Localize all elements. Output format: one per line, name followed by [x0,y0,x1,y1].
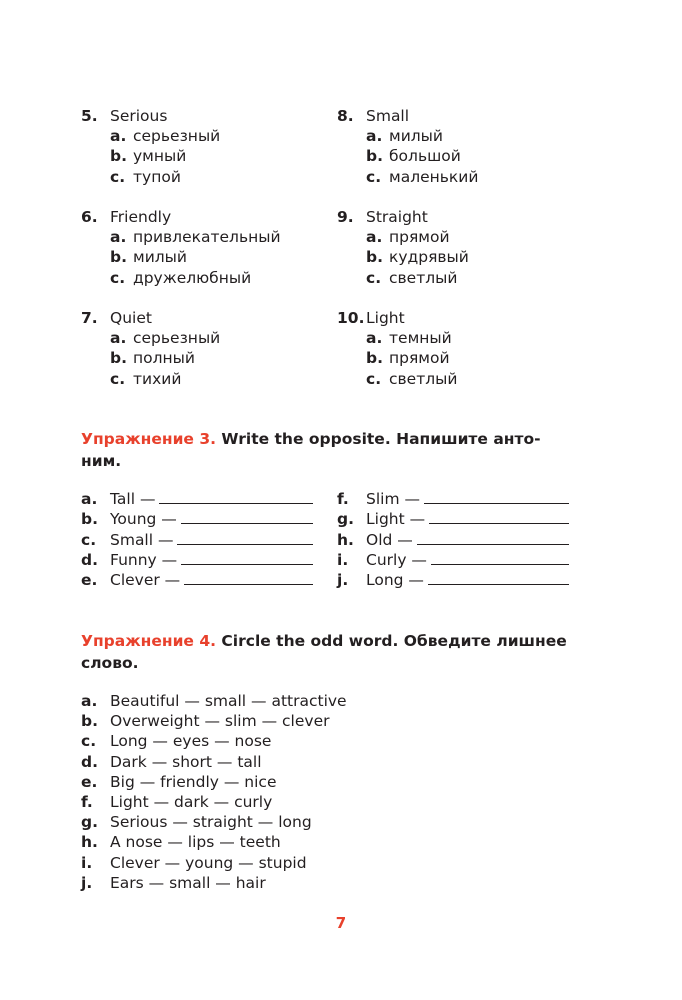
fill-in-item [81,550,313,570]
exercise-4-items [81,691,581,893]
item-letter: h. [81,833,98,852]
option-text: полный [133,349,195,368]
option-text: темный [389,329,452,348]
option-letter: c. [110,167,126,186]
item-letter: j. [81,873,93,892]
item-letter: i. [81,853,93,872]
option-letter: a. [366,127,383,146]
list-item [81,792,581,812]
option-text: светлый [389,268,458,287]
option-letter: b. [366,248,383,267]
fill-in-item [81,570,313,590]
item-letter: a. [81,692,98,710]
option-text: прямой [389,349,450,368]
option-letter: c. [366,167,382,186]
option-text: умный [133,147,187,166]
option-letter: a. [366,228,383,247]
option-text: маленький [389,167,479,186]
option-letter: b. [110,349,127,368]
list-item [81,691,581,711]
item-letter: g. [81,813,98,832]
fill-in-item [337,530,569,550]
page-number: 7 [335,914,347,932]
item-letter: b. [81,712,98,731]
list-item [81,711,581,731]
question-number: 10. [337,309,365,327]
item-letter: a. [81,490,98,508]
option-letter: c. [110,369,126,388]
item-text: Overweight — slim — clever [110,712,330,731]
item-letter: i. [337,550,349,569]
question-word: Light [366,309,405,327]
exercise-4-title: Circle the odd word. Обведите лишнее [221,632,567,650]
item-text: Light — [366,510,426,529]
item-text: Long — eyes — nose [110,732,272,751]
question-block [81,308,311,389]
option-letter: a. [110,127,127,146]
option-text: кудрявый [389,248,469,267]
question-block [81,106,311,187]
answer-blank-line[interactable] [429,510,569,524]
item-text: Serious — straight — long [110,813,312,832]
answer-blank-line[interactable] [431,551,569,565]
question-block [337,308,567,389]
answer-blank-line[interactable] [184,571,313,585]
exercise-4-heading [81,630,571,674]
answer-blank-line[interactable] [181,510,313,524]
exercise-3-label: Упражнение 3. [81,430,217,448]
option-letter: c. [366,268,382,287]
exercise-3-title: Write the opposite. Напишите анто- [221,430,541,448]
list-item [81,731,581,751]
item-text: Old — [366,530,413,549]
option-letter: b. [366,147,383,166]
option-letter: c. [110,268,126,287]
item-text: Dark — short — tall [110,752,262,771]
list-item [81,772,581,792]
question-word: Small [366,107,410,125]
option-text: тихий [133,369,182,388]
list-item [81,752,581,772]
question-word: Straight [366,208,428,226]
question-block [337,106,567,187]
item-text: Beautiful — small — attractive [110,692,347,710]
question-word: Friendly [110,208,172,226]
item-letter: d. [81,550,98,569]
item-text: Big — friendly — nice [110,772,277,791]
item-letter: f. [81,792,93,811]
option-letter: a. [110,329,127,348]
option-text: серьезный [133,127,221,146]
item-letter: j. [337,571,349,590]
option-letter: a. [366,329,383,348]
question-number: 6. [81,208,98,226]
item-letter: c. [81,732,97,751]
item-letter: d. [81,752,98,771]
answer-blank-line[interactable] [181,551,313,565]
item-text: Clever — young — stupid [110,853,307,872]
item-letter: h. [337,530,354,549]
fill-in-item [81,509,313,529]
fill-in-item [81,530,313,550]
item-text: Young — [110,510,177,529]
answer-blank-line[interactable] [428,571,569,585]
item-letter: e. [81,571,98,590]
exercise-4-title-cont: слово. [81,654,139,672]
option-text: светлый [389,369,458,388]
item-text: Ears — small — hair [110,873,266,892]
option-text: большой [389,147,461,166]
answer-blank-line[interactable] [177,531,313,545]
exercise-4-label: Упражнение 4. [81,632,217,650]
option-text: дружелюбный [133,268,252,287]
question-number: 9. [337,208,354,226]
question-word: Serious [110,107,168,125]
exercise-3-column-left [81,489,313,590]
item-text: A nose — lips — teeth [110,833,281,852]
item-text: Clever — [110,571,181,590]
question-number: 8. [337,107,354,125]
option-text: прямой [389,228,450,247]
option-letter: a. [110,228,127,247]
option-text: тупой [133,167,181,186]
option-letter: b. [110,248,127,267]
list-item [81,853,581,873]
item-letter: b. [81,510,98,529]
option-text: милый [389,127,443,146]
option-text: милый [133,248,187,267]
item-text: Curly — [366,550,427,569]
item-text: Long — [366,571,424,590]
answer-blank-line[interactable] [417,531,569,545]
option-text: привлекательный [133,228,281,247]
question-number: 5. [81,107,98,125]
fill-in-item [81,489,313,509]
exercise-3-column-right [337,489,569,590]
item-text: Light — dark — curly [110,792,273,811]
list-item [81,873,581,893]
item-letter: e. [81,772,98,791]
fill-in-item [337,509,569,529]
item-text: Small — [110,530,174,549]
item-letter: c. [81,530,97,549]
question-block [337,207,567,288]
item-letter: g. [337,510,354,529]
fill-in-item [337,570,569,590]
question-number: 7. [81,309,98,327]
option-letter: b. [110,147,127,166]
exercise-3-title-cont: ним. [81,452,122,470]
list-item [81,832,581,852]
item-text: Funny — [110,550,178,569]
exercise-3-heading [81,428,571,472]
question-word: Quiet [110,309,152,327]
item-text: Slim — [366,490,420,508]
option-letter: b. [366,349,383,368]
answer-blank-line[interactable] [159,490,313,504]
list-item [81,812,581,832]
fill-in-item [337,489,569,509]
option-letter: c. [366,369,382,388]
question-block [81,207,311,288]
fill-in-item [337,550,569,570]
item-text: Tall — [110,490,156,508]
option-text: серьезный [133,329,221,348]
item-letter: f. [337,490,349,508]
answer-blank-line[interactable] [424,490,569,504]
